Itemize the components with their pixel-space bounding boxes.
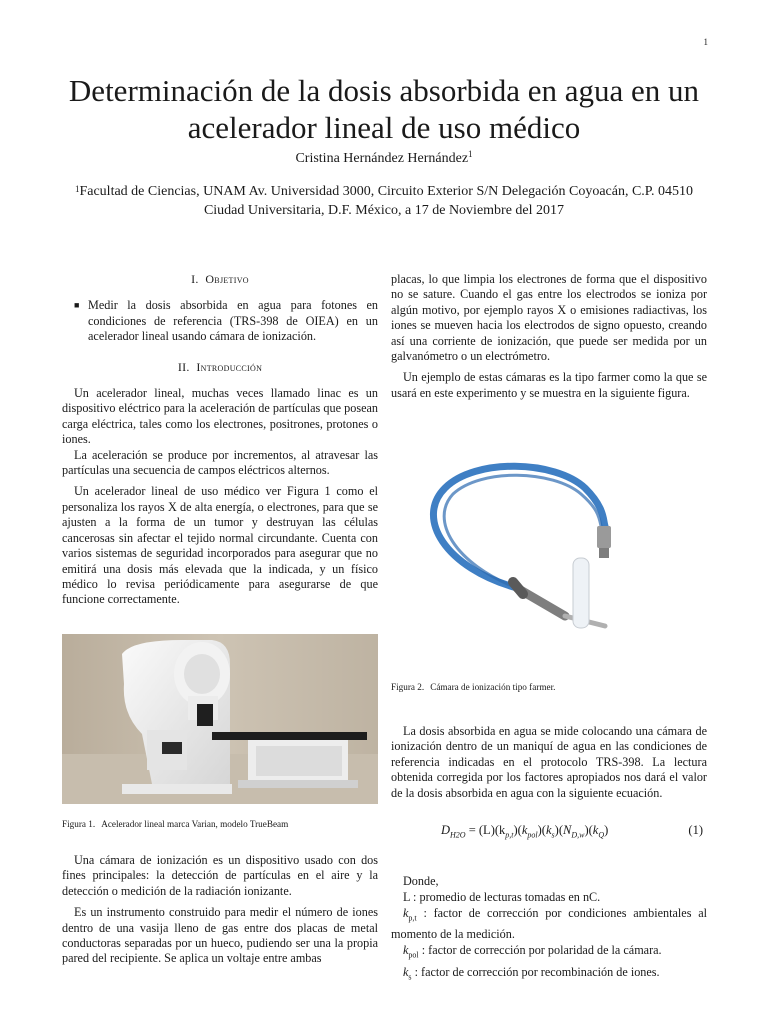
intro-paragraph-6: Un ejemplo de estas cámaras es la tipo farmer como la que se usará en este experimento y se muestra en la siguiente figura. xyxy=(391,370,707,400)
figure-2-image xyxy=(405,448,620,638)
equation-1 xyxy=(391,823,707,843)
equation-number: (1) xyxy=(688,823,703,837)
author-affiliation-marker: 1 xyxy=(468,149,473,159)
figure-2-caption-text: Cámara de ionización tipo farmer. xyxy=(430,682,556,692)
objective-bullet xyxy=(62,298,378,344)
authors xyxy=(40,151,728,167)
intro-paragraph-5: Es un instrumento construido para medir el número de iones dentro de una vasija lleno de gas entre dos placas de metal conductoras separadas por un hueco, pudiendo ser una la propia pared del recipiente. Se aplica un voltaje entre ambas xyxy=(62,905,378,966)
author-name: Cristina Hernández Hernández xyxy=(295,151,469,166)
affiliation-marker: 1 xyxy=(74,184,80,194)
figure-1-label: Figura 1. xyxy=(62,819,96,829)
intro-paragraph-1: Un acelerador lineal, muchas veces llamado linac es un dispositivo eléctrico para la aceleración de partículas que posean carga eléctrica, tales como los electrones, positrones, protones o iones. xyxy=(62,386,378,447)
intro-paragraph-7: La dosis absorbida en agua se mide colocando una cámara de ionización dentro de un maniquí de agua en las condiciones de referencia indicadas en el protocolo TRS-398. La lectura obtenida corregida por los factores apropiados nos dará el valor de la dosis absorbida en agua con la siguiente ecuación. xyxy=(391,724,707,800)
left-column-top xyxy=(62,272,378,608)
intro-paragraph-5-continued: placas, lo que limpia los electrones de forma que el dispositivo no se sature. Cuando el gas entre los electrodos se ioniza por algún motivo, por ejemplo rayos X o emisiones radiactivas, los iones se mueven hacia los electrodos de signo opuesto, creando así una corriente de ionización, que puede ser medida por un galvanómetro o un electrómetro. xyxy=(391,272,707,364)
intro-paragraph-4: Una cámara de ionización es un dispositivo usado con dos fines principales: la detección de partículas en el aire y la detección o medición de la radiación ionizante. xyxy=(62,853,378,898)
equation-definitions xyxy=(391,873,707,985)
affiliation xyxy=(40,182,728,220)
definition-item: $k_{p,t}$ : factor de corrección por condiciones ambientales al momento de la medición. xyxy=(391,906,708,942)
farmer-ionization-chamber-illustration xyxy=(405,448,620,638)
left-column-bottom xyxy=(62,853,378,967)
page-number: 1 xyxy=(703,37,708,47)
figure-1-image xyxy=(62,634,378,804)
figure-2-label: Figura 2. xyxy=(391,682,425,692)
linear-accelerator-illustration xyxy=(62,634,378,804)
right-column-bottom xyxy=(391,724,707,801)
section-heading-introduccion: II. Introducción xyxy=(177,359,263,374)
bullet-marker: ■ xyxy=(74,300,80,311)
section-heading-objetivo: I. Objetivo xyxy=(191,272,249,286)
affiliation-line-2: Ciudad Universitaria, D.F. México, a 17 de Noviembre del 2017 xyxy=(203,203,565,218)
affiliation-line-1: $^1$Facultad de Ciencias, UNAM Av. Universidad 3000, Circuito Exterior S/N Delegación Coyoacán, C.P. 04510 xyxy=(74,184,694,199)
right-column-top xyxy=(391,272,707,401)
definition-item: $k_{pol}$ : factor de corrección por polaridad de la cámara. xyxy=(403,943,662,960)
intro-paragraph-3: Un acelerador lineal de uso médico ver Figura 1 como el personaliza los rayos X de alta energía, o electrones, para que se ajusten a la forma de un tumor y destruyan las células cancerosas sin afectar el tejido normal circundante. Cuenta con varios sistemas de seguridad incorporados para asegurar que no emitirá una dosis más elevada que la indicada, y un físico médico lo revisa periódicamente para asegurarse de que funcione correctamente. xyxy=(62,484,378,607)
definitions-intro: Donde, xyxy=(403,874,439,888)
intro-paragraph-2: La aceleración se produce por incrementos, al atravesar las partículas una secuencia de campos eléctricos alternos. xyxy=(62,447,378,478)
definition-item: L : promedio de lecturas tomadas en nC. xyxy=(403,890,601,904)
equation-body: $D_{H2O} = (L)(k_{p,t})(k_{pol})(k_s)(N_{D,w})(k_Q)$ xyxy=(441,823,609,840)
figure-1-caption-text: Acelerador lineal marca Varian, modelo TrueBeam xyxy=(101,819,289,829)
definition-item: $k_s$ : factor de corrección por recombinación de iones. xyxy=(403,964,660,982)
objective-text: Medir la dosis absorbida en agua para fotones en condiciones de referencia (TRS-398 de OIEA) en un acelerador lineal usando cámara de ionización. xyxy=(88,298,378,344)
figure-2-caption xyxy=(391,681,707,693)
figure-1-caption xyxy=(62,818,378,830)
paper-title: Determinación de la dosis absorbida en agua en un acelerador lineal de uso médico xyxy=(68,73,700,145)
